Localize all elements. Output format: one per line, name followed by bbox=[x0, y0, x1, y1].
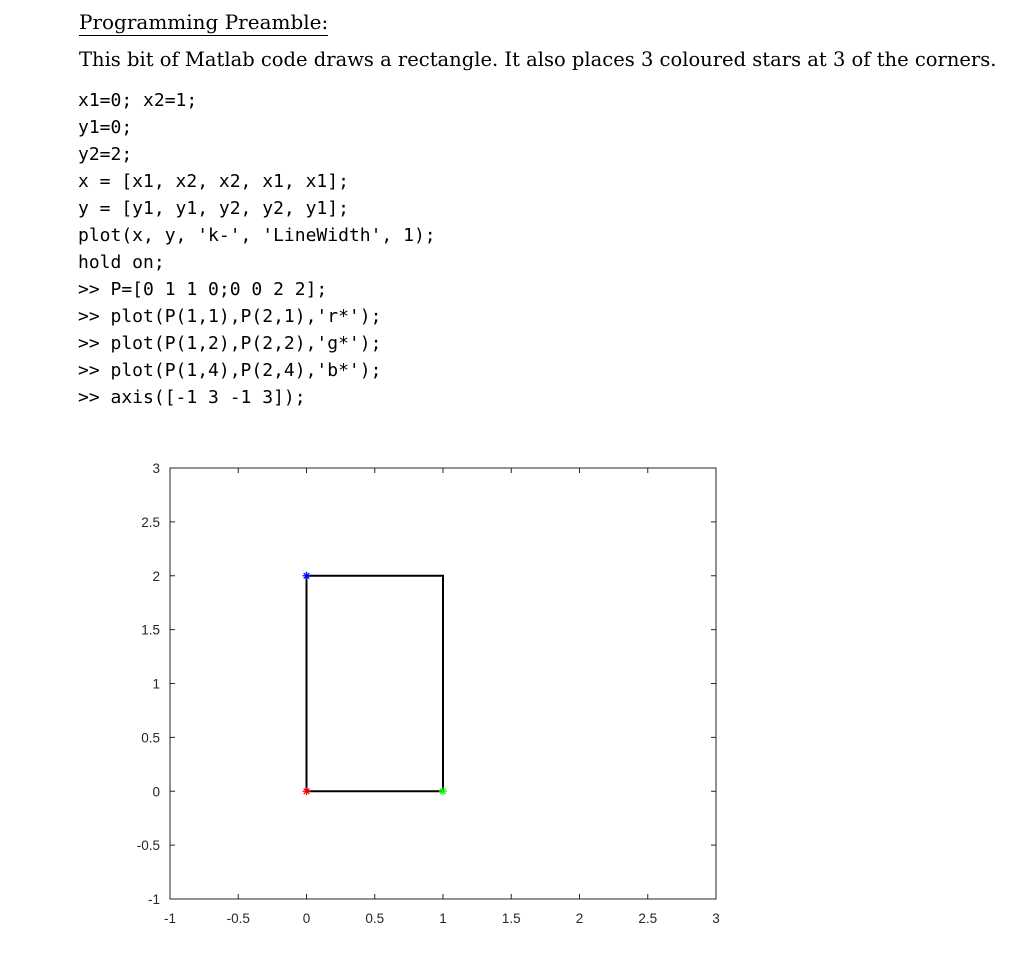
y-tick-label: 2.5 bbox=[141, 514, 160, 530]
x-tick-label: -0.5 bbox=[226, 911, 250, 926]
x-tick-label: 3 bbox=[712, 911, 720, 926]
x-tick-label: 0.5 bbox=[365, 911, 385, 926]
green-star-marker bbox=[439, 787, 447, 795]
code-line: x = [x1, x2, x2, x1, x1]; bbox=[78, 171, 349, 192]
blue-star-marker bbox=[303, 572, 311, 580]
y-tick-label: 0 bbox=[152, 784, 160, 800]
code-line: >> plot(P(1,4),P(2,4),'b*'); bbox=[78, 360, 382, 381]
y-tick-label: 3 bbox=[152, 461, 160, 476]
description-text: This bit of Matlab code draws a rectangle. It also places 3 coloured stars at 3 of the corners. bbox=[79, 48, 997, 71]
section-heading: Programming Preamble: bbox=[79, 10, 329, 34]
code-line: y1=0; bbox=[78, 117, 133, 138]
code-line: >> plot(P(1,1),P(2,1),'r*'); bbox=[78, 306, 382, 327]
x-tick-label: -1 bbox=[163, 911, 177, 926]
y-tick-label: 2 bbox=[152, 568, 160, 584]
code-line: y = [y1, y1, y2, y2, y1]; bbox=[78, 198, 349, 219]
x-tick-label: 2 bbox=[575, 911, 584, 926]
code-line: >> plot(P(1,2),P(2,2),'g*'); bbox=[78, 333, 382, 354]
y-tick-label: -0.5 bbox=[136, 838, 160, 854]
x-tick-label: 1.5 bbox=[501, 911, 521, 926]
y-tick-label: 0.5 bbox=[141, 730, 160, 746]
code-line: >> P=[0 1 1 0;0 0 2 2]; bbox=[78, 279, 328, 300]
x-tick-label: 1 bbox=[439, 911, 447, 926]
y-tick-label: 1.5 bbox=[141, 622, 160, 638]
y-tick-label: 1 bbox=[152, 676, 160, 692]
y-tick-label: -1 bbox=[147, 892, 160, 907]
code-line: x1=0; x2=1; bbox=[78, 90, 198, 111]
x-tick-label: 0 bbox=[302, 911, 311, 926]
code-line: plot(x, y, 'k-', 'LineWidth', 1); bbox=[78, 225, 436, 246]
code-line: y2=2; bbox=[78, 144, 133, 165]
red-star-marker bbox=[303, 787, 311, 795]
x-tick-label: 2.5 bbox=[638, 911, 658, 926]
code-line: hold on; bbox=[78, 252, 165, 273]
code-line: >> axis([-1 3 -1 3]); bbox=[78, 387, 306, 408]
